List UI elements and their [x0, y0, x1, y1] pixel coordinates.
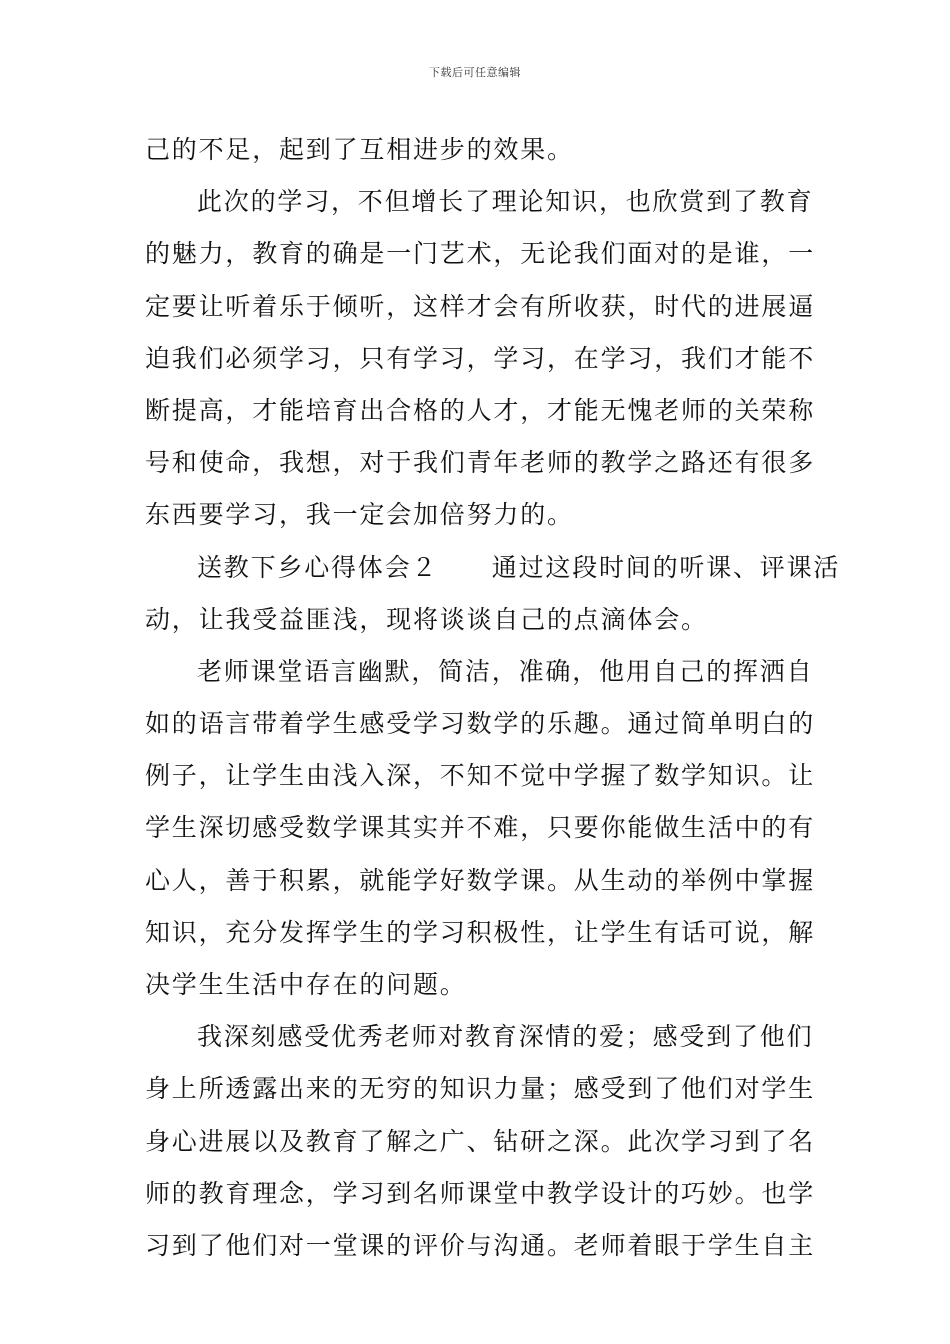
text-line: 学生深切感受数学课其实并不难，只要你能做生活中的有	[145, 813, 816, 843]
text-line: 如的语言带着学生感受学习数学的乐趣。通过简单明白的	[145, 709, 816, 739]
text-line: 习到了他们对一堂课的评价与沟通。老师着眼于学生自主	[145, 1230, 816, 1260]
text-line: 定要让听着乐于倾听，这样才会有所收获，时代的进展逼	[145, 291, 816, 321]
text-line: 例子，让学生由浅入深，不知不觉中学握了数学知识。让	[145, 761, 816, 791]
body-text	[145, 130, 841, 1278]
text-line: 决学生生活中存在的问题。	[145, 970, 467, 999]
text-line: 的魅力，教育的确是一门艺术，无论我们面对的是谁，一	[145, 239, 816, 269]
text-line: 此次的学习，不但增长了理论知识，也欣赏到了教育	[197, 187, 814, 217]
text-line: 号和使命，我想，对于我们青年老师的教学之路还有很多	[145, 448, 816, 478]
text-line: 东西要学习，我一定会加倍努力的。	[145, 500, 574, 530]
text-line: 断提高，才能培育出合格的人才，才能无愧老师的关荣称	[145, 395, 816, 425]
text-line: 动，让我受益匪浅，现将谈谈自己的点滴体会。	[145, 604, 708, 634]
text-line: 迫我们必须学习，只有学习，学习，在学习，我们才能不	[145, 343, 816, 373]
text-line: 身上所透露出来的无穷的知识力量；感受到了他们对学生	[145, 1074, 816, 1104]
text-line: 老师课堂语言幽默，简洁，准确，他用自己的挥洒自	[197, 656, 814, 686]
text-line: 身心进展以及教育了解之广、钻研之深。此次学习到了名	[145, 1126, 816, 1156]
text-line: 师的教育理念，学习到名师课堂中教学设计的巧妙。也学	[145, 1178, 816, 1208]
header-note: 下载后可任意编辑	[429, 66, 521, 79]
text-line: 送教下乡心得体会２ 通过这段时间的听课、评课活	[197, 552, 841, 582]
text-line: 知识，充分发挥学生的学习积极性，让学生有话可说，解	[145, 917, 816, 947]
text-line: 我深刻感受优秀老师对教育深情的爱；感受到了他们	[197, 1022, 814, 1052]
text-line: 心人，善于积累，就能学好数学课。从生动的举例中掌握	[145, 865, 816, 895]
text-line: 己的不足，起到了互相进步的效果。	[145, 135, 574, 164]
